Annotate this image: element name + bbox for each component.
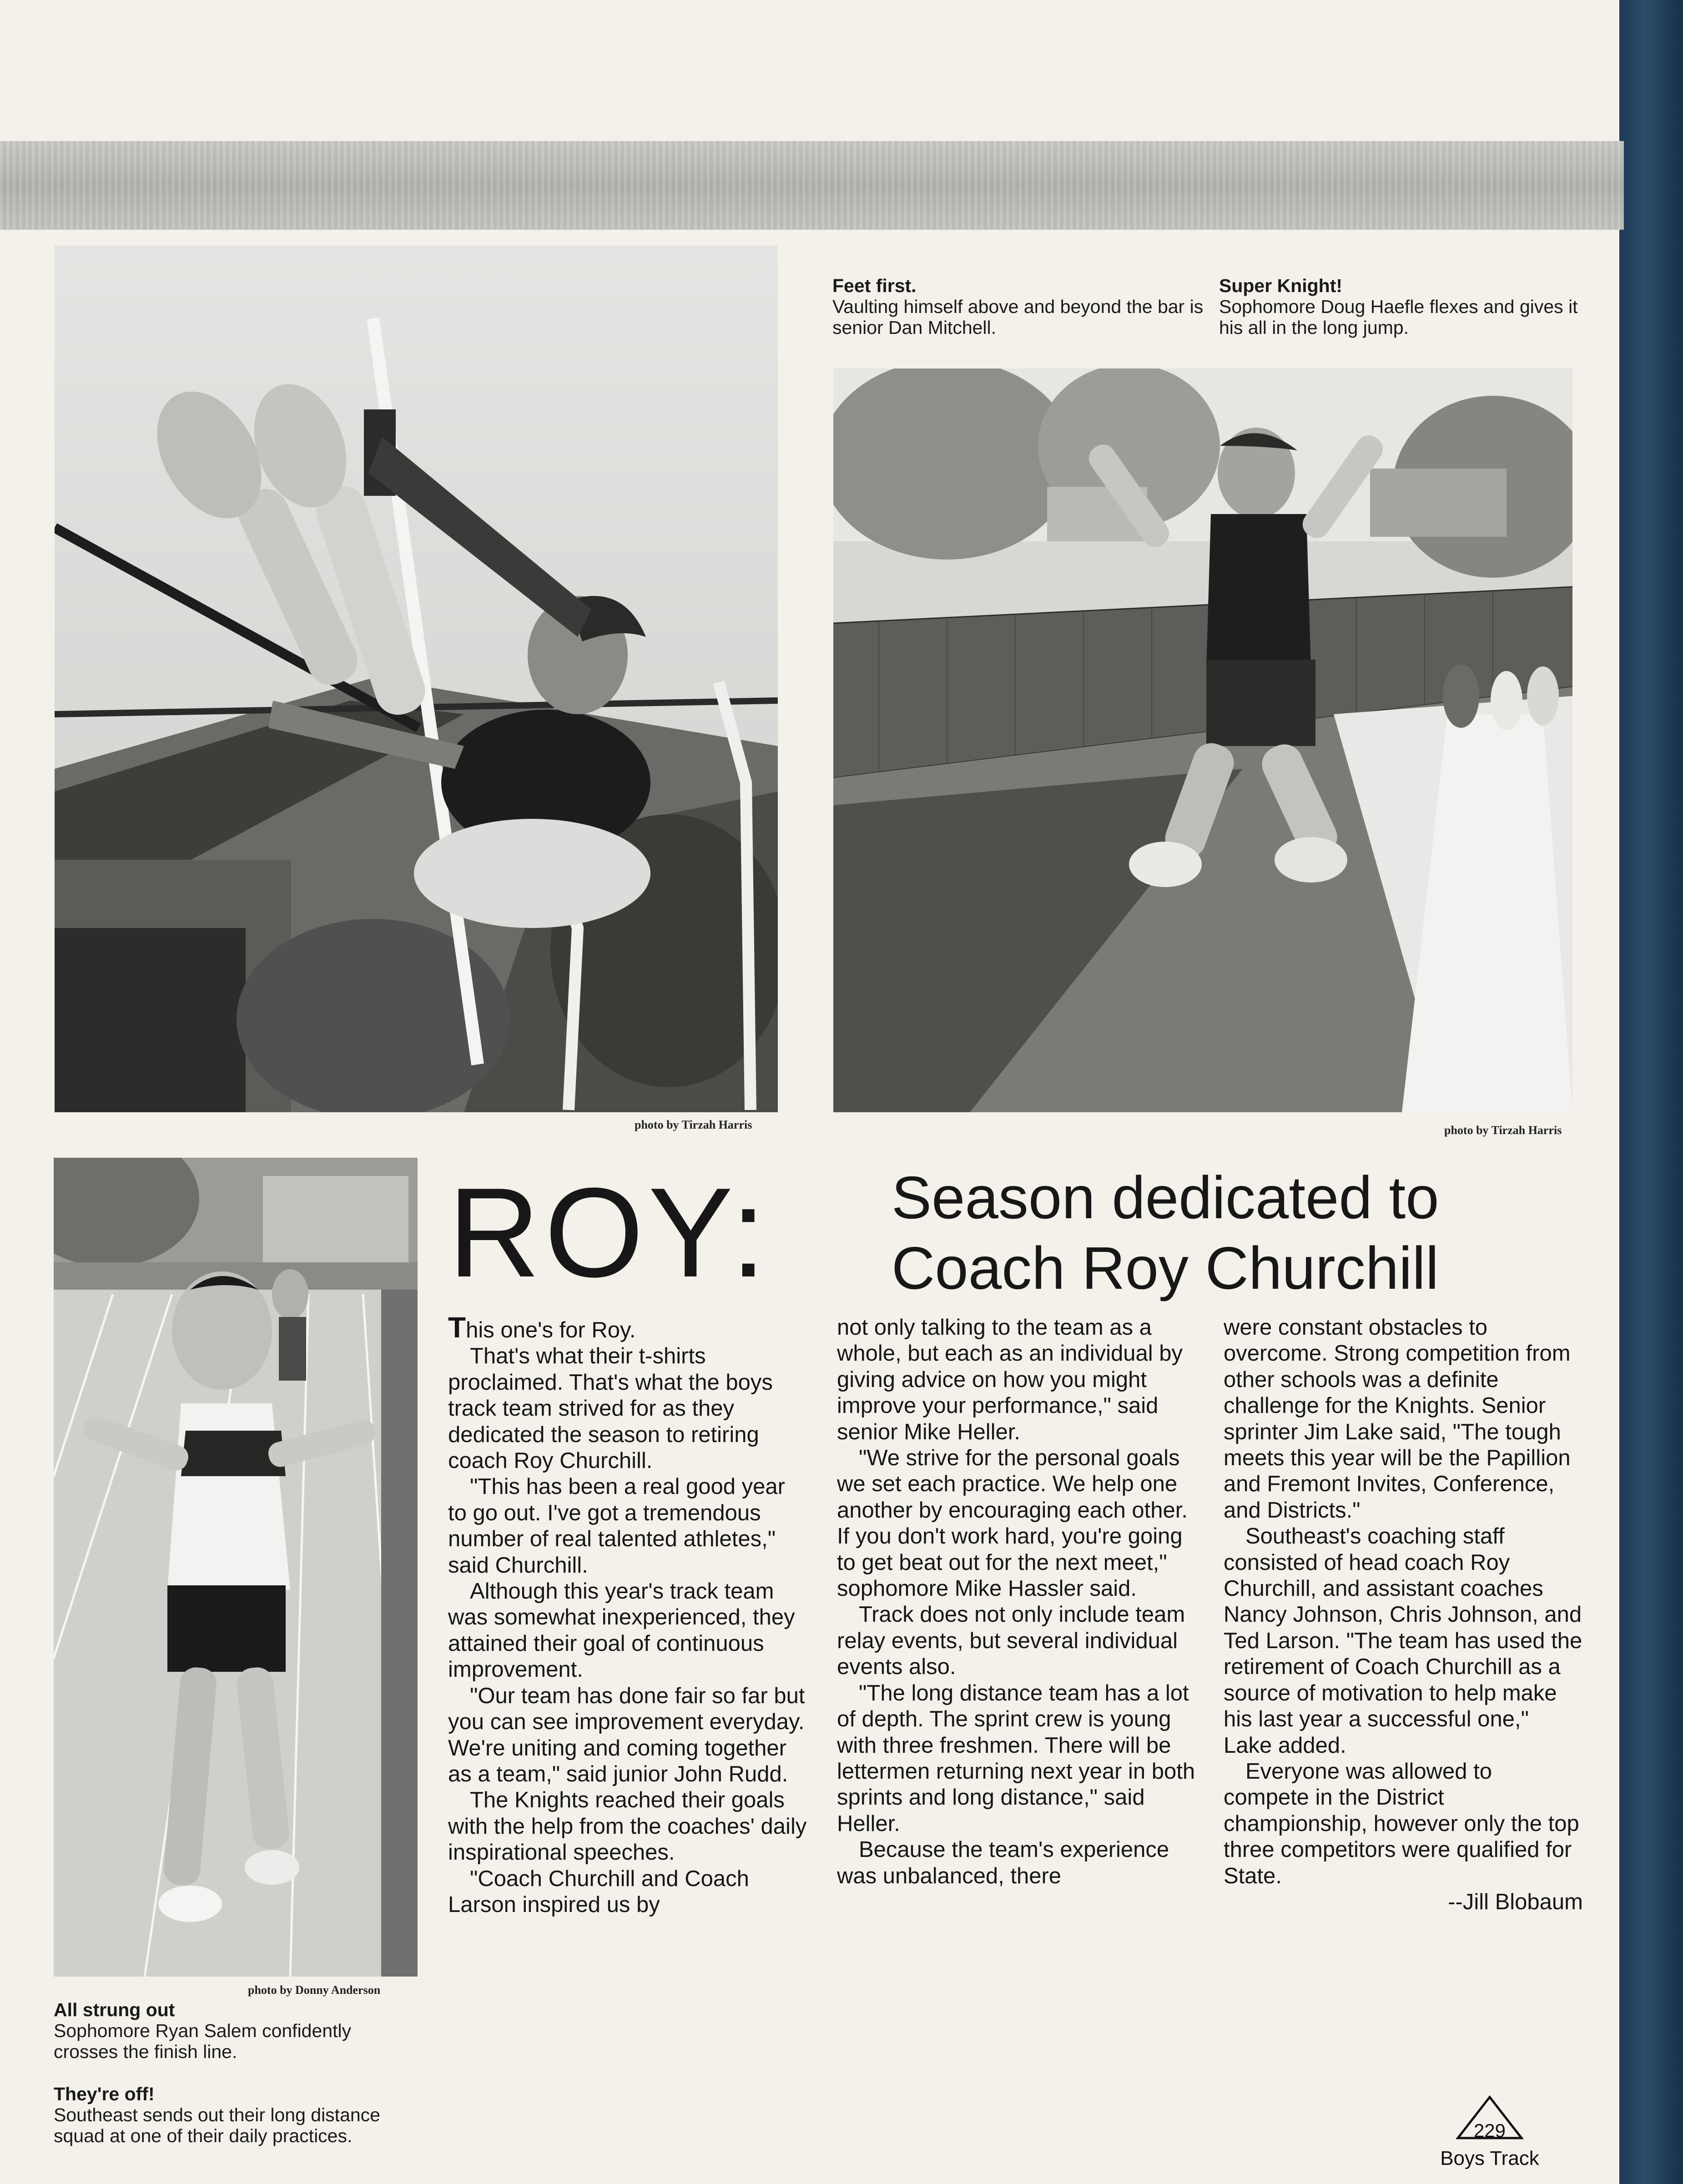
photo-pole-vault xyxy=(55,246,778,1112)
caption-all-strung-out xyxy=(54,1999,418,2062)
paragraph: The Knights reached their goals with the help from the coaches' daily inspirational speeches. xyxy=(448,1788,807,1865)
caption-theyre-off xyxy=(54,2083,418,2146)
paragraph: Everyone was allowed to compete in the District championship, however only the top three competitors were qualified for State. xyxy=(1224,1759,1579,1888)
caption-text: Southeast sends out their long distance squad at one of their daily practices. xyxy=(54,2104,380,2146)
photo-sprinter xyxy=(54,1158,418,1977)
page-number: 229 xyxy=(1473,2120,1506,2141)
paragraph: "We strive for the personal goals we set each practice. We help one another by encouraging each other. If you don't work hard, you're going to get beat out for the next meet," sophomore Mike Hassler said. xyxy=(837,1446,1188,1601)
binding-edge xyxy=(1619,0,1683,2184)
caption-title: All strung out xyxy=(54,1999,175,2020)
article-column-2 xyxy=(837,1315,1196,1889)
caption-text: Vaulting himself above and beyond the bar is senior Dan Mitchell. xyxy=(832,296,1204,338)
caption-text: Sophomore Doug Haefle flexes and gives it his all in the long jump. xyxy=(1219,296,1578,338)
photo-credit-long-jump: photo by Tirzah Harris xyxy=(1444,1124,1562,1137)
article-headline xyxy=(892,1162,1574,1303)
article-kicker: ROY: xyxy=(448,1162,771,1304)
photo-credit-pole-vault: photo by Tirzah Harris xyxy=(635,1118,752,1131)
headline-line-1: Season dedicated to xyxy=(892,1164,1439,1231)
paragraph: Track does not only include team relay events, but several individual events also. xyxy=(837,1602,1185,1680)
photo-credit-sprinter: photo by Donny Anderson xyxy=(248,1983,381,1997)
paragraph xyxy=(448,1311,807,1344)
photo-long-jump xyxy=(833,368,1572,1112)
article-column-1 xyxy=(448,1311,807,1918)
paragraph: not only talking to the team as a whole, but each as an individual by giving advice on how you might improve your performance," said senior Mike Heller. xyxy=(837,1315,1183,1444)
paragraph: Because the team's experience was unbalanced, there xyxy=(837,1837,1169,1888)
page-folio xyxy=(1415,2093,1565,2179)
header-band xyxy=(0,141,1624,230)
caption-title: Feet first. xyxy=(832,275,917,296)
caption-text: Sophomore Ryan Salem confidently crosses the finish line. xyxy=(54,2020,352,2062)
section-name: Boys Track xyxy=(1440,2147,1539,2169)
paragraph: "The long distance team has a lot of depth. The sprint crew is young with three freshmen. There will be lettermen returning next year in both sprints and long distance," said Heller. xyxy=(837,1680,1195,1836)
paragraph-text: his one's for Roy. xyxy=(466,1318,636,1342)
paragraph: were constant obstacles to overcome. Strong competition from other schools was a definite challenge for the Knights. Senior sprinter Jim Lake said, "The tough meets this year will be the Papillion and Fremont Invites, Conference, and Districts." xyxy=(1224,1315,1571,1523)
paragraph: "Coach Churchill and Coach Larson inspired us by xyxy=(448,1866,749,1917)
drop-cap: T xyxy=(448,1311,466,1344)
caption-title: They're off! xyxy=(54,2083,155,2104)
article-column-3 xyxy=(1224,1315,1583,1915)
paragraph: Southeast's coaching staff consisted of head coach Roy Churchill, and assistant coaches Nancy Johnson, Chris Johnson, and Ted Larson. "The team has used the retirement of Coach Churchill as a source of motivation to help make his last year a successful one," Lake added. xyxy=(1224,1524,1582,1758)
byline: --Jill Blobaum xyxy=(1448,1889,1583,1914)
paragraph: Although this year's track team was somewhat inexperienced, they attained their goal of continuous improvement. xyxy=(448,1579,795,1682)
caption-title: Super Knight! xyxy=(1219,275,1343,296)
paragraph: "This has been a real good year to go out. I've got a tremendous number of real talented athletes," said Churchill. xyxy=(448,1474,785,1578)
paragraph: "Our team has done fair so far but you can see improvement everyday. We're uniting and coming together as a team," said junior John Rudd. xyxy=(448,1683,805,1786)
caption-feet-first xyxy=(832,275,1214,338)
headline-line-2: Coach Roy Churchill xyxy=(892,1235,1439,1301)
caption-super-knight xyxy=(1219,275,1583,338)
paragraph: That's what their t-shirts proclaimed. That's what the boys track team strived for as they dedicated the season to retiring coach Roy Churchill. xyxy=(448,1344,773,1473)
